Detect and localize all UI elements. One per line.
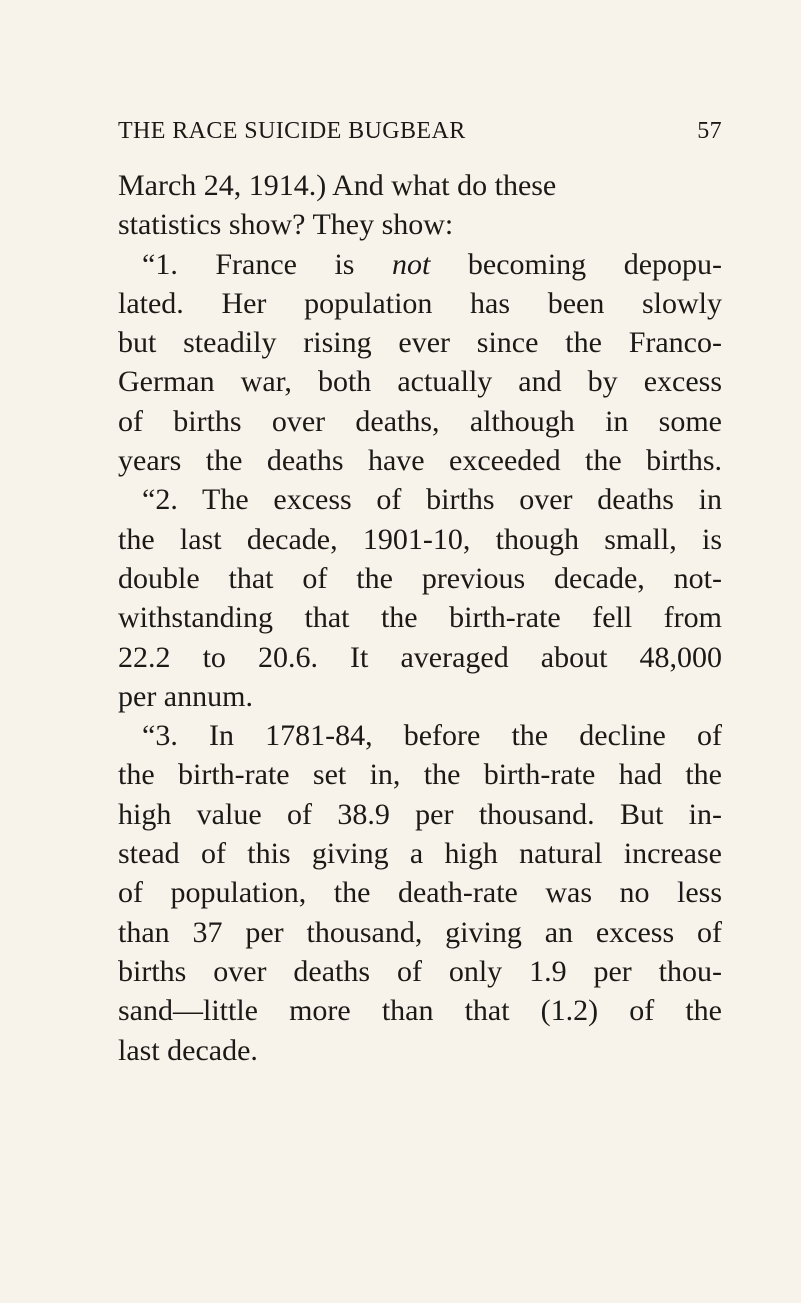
emphasized-word: not — [392, 247, 431, 281]
text-line: of population, the death-rate was no less — [118, 876, 722, 910]
text-line: the birth-rate set in, the birth-rate had the — [118, 758, 722, 792]
page-number: 57 — [697, 118, 722, 144]
text-line: lated. Her population has been slowly — [118, 286, 722, 320]
text-line: March 24, 1914.) And what do these — [118, 169, 557, 202]
text-line: sand—little more than that (1.2) of the — [118, 994, 722, 1028]
body-text — [118, 166, 722, 1070]
text-line: births over deaths of only 1.9 per thou- — [118, 954, 722, 988]
text-line: the last decade, 1901-10, though small, is — [118, 522, 722, 556]
text-line: high value of 38.9 per thousand. But in- — [118, 797, 722, 831]
text-line: statistics show? They show: — [118, 208, 454, 242]
text-line: 22.2 to 20.6. It averaged about 48,000 — [118, 640, 722, 674]
text-line: “2. The excess of births over deaths in — [142, 483, 722, 517]
text-line: of births over deaths, although in some — [118, 404, 722, 438]
running-head-title: THE RACE SUICIDE BUGBEAR — [118, 118, 466, 144]
text-line: stead of this giving a high natural increase — [118, 837, 722, 871]
text-line: German war, both actually and by excess — [118, 365, 722, 399]
text-line: per annum. — [118, 679, 253, 713]
text-line: double that of the previous decade, not- — [118, 561, 722, 595]
text-segment: becoming depopu- — [430, 247, 722, 281]
text-line: than 37 per thousand, giving an excess of — [118, 915, 722, 949]
text-line: “3. In 1781-84, before the decline of — [142, 719, 722, 753]
text-line — [118, 245, 722, 284]
text-line: last decade. — [118, 1033, 258, 1067]
text-line: withstanding that the birth-rate fell from — [118, 601, 722, 635]
running-head — [118, 118, 722, 152]
text-line: but steadily rising ever since the Franco- — [118, 326, 722, 360]
text-segment: “1. France is — [142, 247, 393, 281]
text-line: years the deaths have exceeded the births. — [118, 444, 722, 478]
